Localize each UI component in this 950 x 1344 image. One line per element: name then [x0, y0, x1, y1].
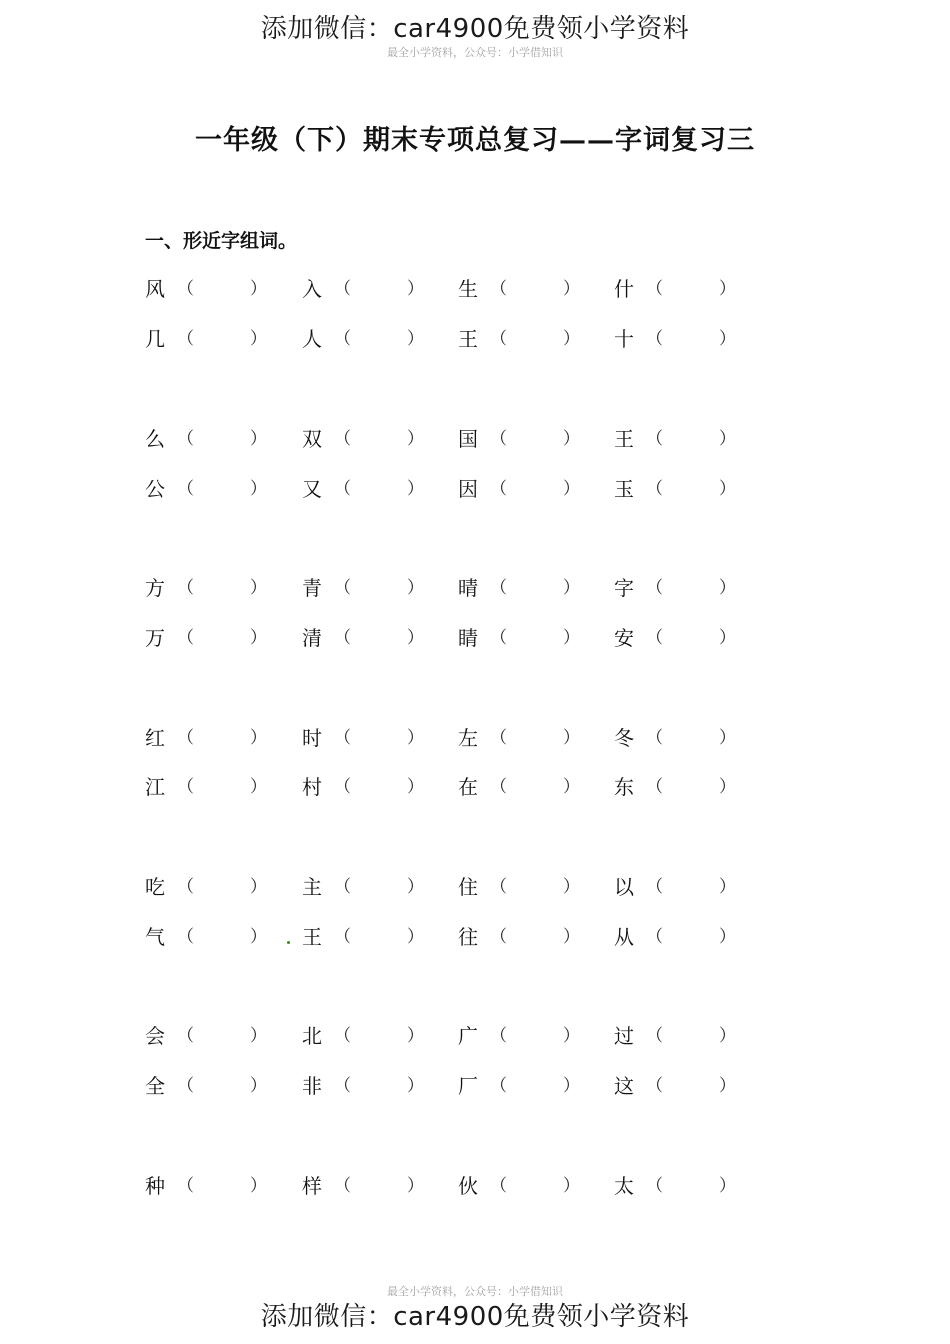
open-paren: （ — [334, 927, 351, 947]
open-paren: （ — [177, 927, 194, 947]
close-paren: ） — [407, 777, 424, 797]
word-cell — [458, 872, 614, 902]
character: 因 — [458, 477, 478, 501]
word-cell — [614, 772, 770, 802]
answer-blank[interactable] — [177, 573, 267, 603]
close-paren: ） — [719, 628, 736, 648]
answer-blank[interactable] — [334, 474, 424, 504]
open-paren: （ — [490, 479, 507, 499]
open-paren: （ — [334, 329, 351, 349]
open-paren: （ — [334, 1026, 351, 1046]
answer-blank[interactable] — [646, 623, 736, 653]
open-paren: （ — [177, 279, 194, 299]
word-cell — [145, 474, 301, 504]
close-paren: ） — [407, 728, 424, 748]
close-paren: ） — [719, 877, 736, 897]
answer-blank[interactable] — [646, 1171, 736, 1201]
word-cell — [302, 922, 458, 952]
character: 国 — [458, 427, 478, 451]
close-paren: ） — [250, 578, 267, 598]
answer-blank[interactable] — [490, 872, 580, 902]
close-paren: ） — [250, 628, 267, 648]
open-paren: （ — [334, 628, 351, 648]
close-paren: ） — [563, 279, 580, 299]
word-row — [145, 1171, 785, 1201]
open-paren: （ — [177, 628, 194, 648]
word-cell — [145, 424, 301, 454]
character: 广 — [458, 1024, 478, 1048]
answer-blank[interactable] — [490, 474, 580, 504]
answer-blank[interactable] — [646, 872, 736, 902]
open-paren: （ — [490, 1076, 507, 1096]
answer-blank[interactable] — [490, 772, 580, 802]
character: 万 — [145, 626, 165, 650]
answer-blank[interactable] — [177, 772, 267, 802]
character: 生 — [458, 277, 478, 301]
answer-blank[interactable] — [177, 623, 267, 653]
open-paren: （ — [646, 1076, 663, 1096]
answer-blank[interactable] — [646, 723, 736, 753]
open-paren: （ — [646, 329, 663, 349]
word-cell — [458, 274, 614, 304]
character: 人 — [302, 327, 322, 351]
character: 安 — [614, 626, 634, 650]
close-paren: ） — [407, 1026, 424, 1046]
answer-blank[interactable] — [334, 424, 424, 454]
word-cell — [302, 274, 458, 304]
word-cell — [458, 1171, 614, 1201]
close-paren: ） — [563, 628, 580, 648]
answer-blank[interactable] — [177, 324, 267, 354]
word-cell — [614, 474, 770, 504]
character: 这 — [614, 1074, 634, 1098]
answer-blank[interactable] — [646, 922, 736, 952]
answer-blank[interactable] — [490, 1021, 580, 1051]
character: 时 — [302, 726, 322, 750]
word-cell — [458, 772, 614, 802]
character: 东 — [614, 775, 634, 799]
answer-blank[interactable] — [177, 872, 267, 902]
word-cell — [614, 872, 770, 902]
word-cell — [458, 623, 614, 653]
close-paren: ） — [250, 1176, 267, 1196]
word-row — [145, 474, 785, 504]
open-paren: （ — [490, 429, 507, 449]
word-row — [145, 274, 785, 304]
word-cell — [614, 723, 770, 753]
word-cell — [458, 922, 614, 952]
character: 字 — [614, 576, 634, 600]
word-cell — [614, 1171, 770, 1201]
answer-blank[interactable] — [334, 1021, 424, 1051]
answer-blank[interactable] — [177, 723, 267, 753]
word-cell — [614, 922, 770, 952]
character: 非 — [302, 1074, 322, 1098]
word-cell — [145, 573, 301, 603]
answer-blank[interactable] — [177, 1021, 267, 1051]
answer-blank[interactable] — [490, 623, 580, 653]
open-paren: （ — [490, 578, 507, 598]
character: 十 — [614, 327, 634, 351]
open-paren: （ — [646, 479, 663, 499]
open-paren: （ — [490, 1026, 507, 1046]
open-paren: （ — [646, 1176, 663, 1196]
close-paren: ） — [563, 329, 580, 349]
character: 吃 — [145, 875, 165, 899]
word-cell — [614, 1071, 770, 1101]
word-cell — [458, 424, 614, 454]
word-cell — [145, 723, 301, 753]
word-cell — [302, 872, 458, 902]
page-title: 一年级（下）期末专项总复习——字词复习三 — [195, 125, 755, 156]
open-paren: （ — [334, 1076, 351, 1096]
answer-blank[interactable] — [646, 772, 736, 802]
open-paren: （ — [490, 777, 507, 797]
character: 全 — [145, 1074, 165, 1098]
close-paren: ） — [719, 728, 736, 748]
open-paren: （ — [646, 728, 663, 748]
word-cell — [614, 1021, 770, 1051]
open-paren: （ — [177, 479, 194, 499]
character: 厂 — [458, 1074, 478, 1098]
answer-blank[interactable] — [177, 1071, 267, 1101]
close-paren: ） — [250, 329, 267, 349]
close-paren: ） — [563, 927, 580, 947]
answer-blank[interactable] — [177, 274, 267, 304]
word-cell — [614, 424, 770, 454]
open-paren: （ — [177, 1176, 194, 1196]
character: 住 — [458, 875, 478, 899]
word-cell — [302, 772, 458, 802]
character: 以 — [614, 875, 634, 899]
word-cell — [302, 474, 458, 504]
answer-blank[interactable] — [490, 723, 580, 753]
character: 入 — [302, 277, 322, 301]
open-paren: （ — [490, 279, 507, 299]
word-row — [145, 1021, 785, 1051]
close-paren: ） — [719, 1176, 736, 1196]
close-paren: ） — [719, 1026, 736, 1046]
word-cell — [145, 872, 301, 902]
open-paren: （ — [177, 777, 194, 797]
character: 双 — [302, 427, 322, 451]
word-cell — [614, 324, 770, 354]
open-paren: （ — [490, 927, 507, 947]
answer-blank[interactable] — [490, 922, 580, 952]
word-row — [145, 1071, 785, 1101]
close-paren: ） — [250, 1026, 267, 1046]
open-paren: （ — [334, 279, 351, 299]
word-row — [145, 922, 785, 952]
word-row — [145, 424, 785, 454]
character: 江 — [145, 775, 165, 799]
close-paren: ） — [719, 1076, 736, 1096]
open-paren: （ — [177, 728, 194, 748]
answer-blank[interactable] — [177, 474, 267, 504]
open-paren: （ — [646, 279, 663, 299]
character: 村 — [302, 775, 322, 799]
character: 公 — [145, 477, 165, 501]
character: 北 — [302, 1024, 322, 1048]
close-paren: ） — [407, 329, 424, 349]
open-paren: （ — [646, 429, 663, 449]
open-paren: （ — [490, 329, 507, 349]
close-paren: ） — [250, 429, 267, 449]
answer-blank[interactable] — [334, 723, 424, 753]
word-row — [145, 623, 785, 653]
word-cell — [302, 324, 458, 354]
word-cell — [302, 573, 458, 603]
open-paren: （ — [646, 1026, 663, 1046]
close-paren: ） — [407, 927, 424, 947]
close-paren: ） — [407, 1076, 424, 1096]
character: 伙 — [458, 1174, 478, 1198]
close-paren: ） — [407, 279, 424, 299]
close-paren: ） — [563, 877, 580, 897]
character: 么 — [145, 427, 165, 451]
word-cell — [302, 1171, 458, 1201]
open-paren: （ — [490, 728, 507, 748]
watermark-bottom: 添加微信：car4900免费领小学资料 — [260, 1302, 690, 1332]
word-cell — [145, 922, 301, 952]
character: 红 — [145, 726, 165, 750]
open-paren: （ — [334, 479, 351, 499]
word-cell — [458, 474, 614, 504]
answer-blank[interactable] — [646, 274, 736, 304]
close-paren: ） — [563, 1026, 580, 1046]
character: 主 — [302, 875, 322, 899]
close-paren: ） — [250, 927, 267, 947]
character: 会 — [145, 1024, 165, 1048]
close-paren: ） — [563, 479, 580, 499]
word-row — [145, 324, 785, 354]
answer-blank[interactable] — [334, 573, 424, 603]
open-paren: （ — [334, 578, 351, 598]
character: 过 — [614, 1024, 634, 1048]
word-cell — [145, 1071, 301, 1101]
word-cell — [614, 573, 770, 603]
close-paren: ） — [250, 777, 267, 797]
close-paren: ） — [563, 1076, 580, 1096]
open-paren: （ — [334, 777, 351, 797]
character: 睛 — [458, 626, 478, 650]
word-cell — [145, 772, 301, 802]
close-paren: ） — [407, 429, 424, 449]
character: 往 — [458, 925, 478, 949]
footer-faint-text: 最全小学资料，公众号：小学借知识 — [387, 1285, 563, 1298]
answer-blank[interactable] — [490, 324, 580, 354]
word-cell — [145, 623, 301, 653]
answer-blank[interactable] — [490, 424, 580, 454]
close-paren: ） — [407, 578, 424, 598]
character: 左 — [458, 726, 478, 750]
close-paren: ） — [563, 429, 580, 449]
answer-blank[interactable] — [334, 1071, 424, 1101]
open-paren: （ — [177, 1026, 194, 1046]
close-paren: ） — [719, 429, 736, 449]
open-paren: （ — [646, 877, 663, 897]
close-paren: ） — [250, 479, 267, 499]
character: 王 — [302, 925, 322, 949]
close-paren: ） — [250, 1076, 267, 1096]
character: 太 — [614, 1174, 634, 1198]
answer-blank[interactable] — [334, 324, 424, 354]
open-paren: （ — [646, 578, 663, 598]
character: 从 — [614, 925, 634, 949]
stray-dot — [287, 941, 290, 944]
answer-blank[interactable] — [646, 573, 736, 603]
answer-blank[interactable] — [334, 623, 424, 653]
close-paren: ） — [407, 479, 424, 499]
answer-blank[interactable] — [334, 772, 424, 802]
word-cell — [458, 1071, 614, 1101]
character: 晴 — [458, 576, 478, 600]
close-paren: ） — [407, 1176, 424, 1196]
answer-blank[interactable] — [334, 872, 424, 902]
answer-blank[interactable] — [646, 324, 736, 354]
section-heading: 一、形近字组词。 — [145, 230, 298, 252]
answer-blank[interactable] — [334, 274, 424, 304]
word-cell — [302, 1071, 458, 1101]
close-paren: ） — [563, 728, 580, 748]
close-paren: ） — [250, 279, 267, 299]
word-cell — [458, 1021, 614, 1051]
open-paren: （ — [490, 628, 507, 648]
word-cell — [458, 723, 614, 753]
close-paren: ） — [250, 728, 267, 748]
open-paren: （ — [177, 329, 194, 349]
open-paren: （ — [177, 1076, 194, 1096]
answer-blank[interactable] — [177, 922, 267, 952]
answer-blank[interactable] — [490, 274, 580, 304]
word-cell — [302, 723, 458, 753]
word-row — [145, 723, 785, 753]
answer-blank[interactable] — [490, 1171, 580, 1201]
close-paren: ） — [719, 578, 736, 598]
word-cell — [458, 324, 614, 354]
word-cell — [145, 1171, 301, 1201]
word-cell — [145, 324, 301, 354]
word-cell — [614, 274, 770, 304]
close-paren: ） — [563, 1176, 580, 1196]
close-paren: ） — [407, 628, 424, 648]
answer-blank[interactable] — [646, 1071, 736, 1101]
open-paren: （ — [177, 877, 194, 897]
answer-blank[interactable] — [334, 1171, 424, 1201]
answer-blank[interactable] — [490, 573, 580, 603]
character: 种 — [145, 1174, 165, 1198]
open-paren: （ — [646, 777, 663, 797]
character: 气 — [145, 925, 165, 949]
close-paren: ） — [407, 877, 424, 897]
header-faint-text: 最全小学资料，公众号：小学借知识 — [387, 46, 563, 59]
open-paren: （ — [490, 1176, 507, 1196]
open-paren: （ — [334, 877, 351, 897]
close-paren: ） — [719, 329, 736, 349]
answer-blank[interactable] — [646, 474, 736, 504]
open-paren: （ — [490, 877, 507, 897]
close-paren: ） — [563, 578, 580, 598]
character: 玉 — [614, 477, 634, 501]
open-paren: （ — [334, 1176, 351, 1196]
answer-blank[interactable] — [646, 424, 736, 454]
word-cell — [302, 424, 458, 454]
close-paren: ） — [250, 877, 267, 897]
open-paren: （ — [334, 728, 351, 748]
open-paren: （ — [177, 578, 194, 598]
character: 几 — [145, 327, 165, 351]
character: 青 — [302, 576, 322, 600]
character: 在 — [458, 775, 478, 799]
watermark-top: 添加微信：car4900免费领小学资料 — [260, 14, 690, 44]
character: 清 — [302, 626, 322, 650]
answer-blank[interactable] — [334, 922, 424, 952]
word-cell — [458, 573, 614, 603]
character: 冬 — [614, 726, 634, 750]
word-cell — [145, 1021, 301, 1051]
answer-blank[interactable] — [177, 1171, 267, 1201]
close-paren: ） — [563, 777, 580, 797]
character: 风 — [145, 277, 165, 301]
character: 王 — [614, 427, 634, 451]
character: 王 — [458, 327, 478, 351]
character: 什 — [614, 277, 634, 301]
close-paren: ） — [719, 777, 736, 797]
character: 样 — [302, 1174, 322, 1198]
character: 又 — [302, 477, 322, 501]
open-paren: （ — [646, 628, 663, 648]
character: 方 — [145, 576, 165, 600]
open-paren: （ — [646, 927, 663, 947]
word-cell — [302, 623, 458, 653]
close-paren: ） — [719, 927, 736, 947]
open-paren: （ — [334, 429, 351, 449]
open-paren: （ — [177, 429, 194, 449]
answer-blank[interactable] — [646, 1021, 736, 1051]
word-row — [145, 573, 785, 603]
word-cell — [302, 1021, 458, 1051]
word-cell — [145, 274, 301, 304]
word-cell — [614, 623, 770, 653]
close-paren: ） — [719, 279, 736, 299]
answer-blank[interactable] — [490, 1071, 580, 1101]
word-row — [145, 872, 785, 902]
word-row — [145, 772, 785, 802]
answer-blank[interactable] — [177, 424, 267, 454]
close-paren: ） — [719, 479, 736, 499]
